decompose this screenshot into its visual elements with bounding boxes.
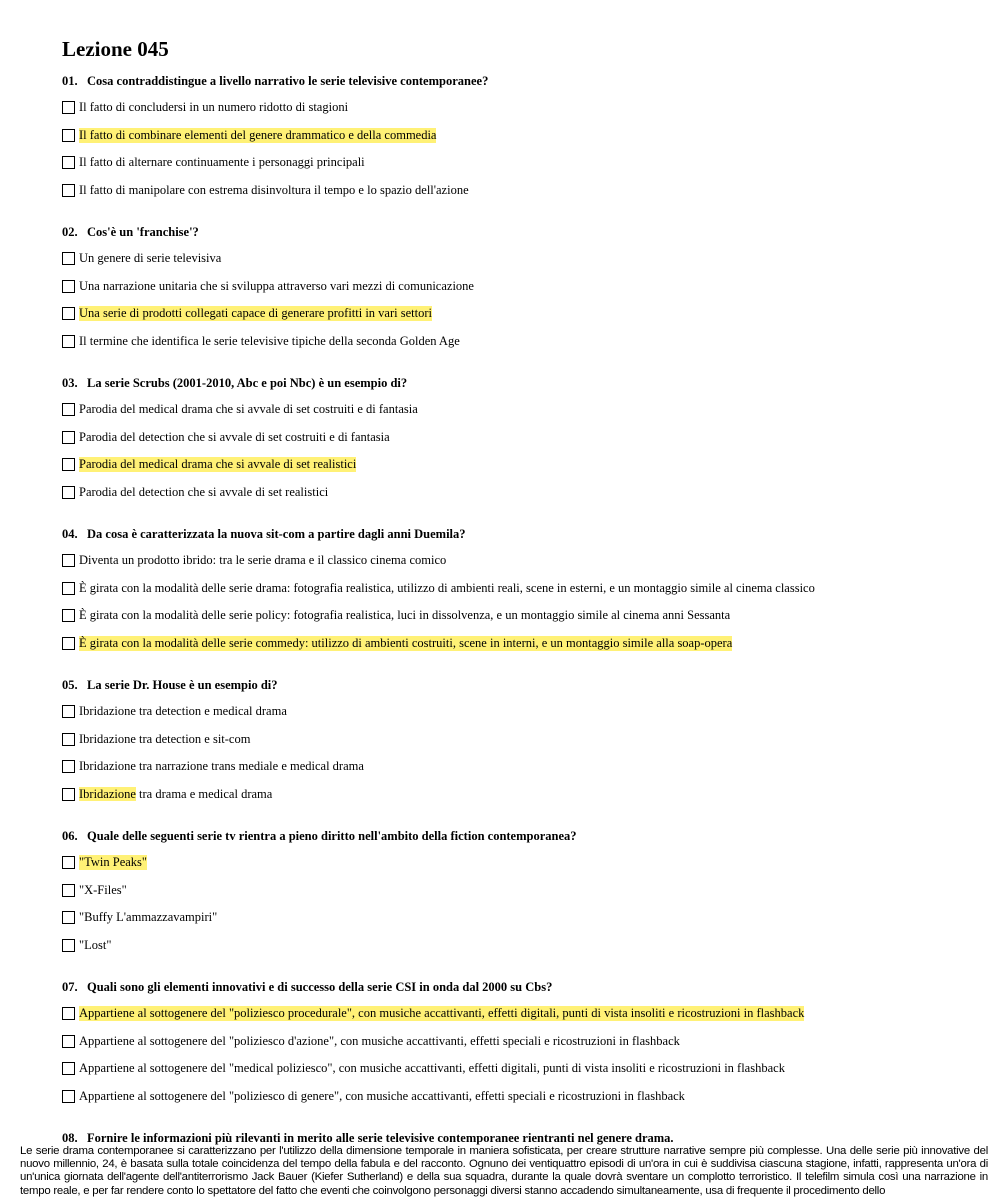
answer-checkbox[interactable] [62, 307, 75, 320]
answer-option[interactable] [62, 456, 356, 472]
answer-option[interactable] [62, 250, 221, 266]
answer-option-text: Un genere di serie televisiva [79, 250, 222, 265]
answer-option[interactable] [62, 1060, 785, 1076]
answer-option[interactable] [62, 99, 348, 115]
question-number: 05. [62, 678, 78, 692]
question-text: Da cosa è caratterizzata la nuova sit-com a partire dagli anni Duemila? [87, 527, 466, 541]
answer-option-text: Una serie di prodotti collegati capace di generare profitti in vari settori [79, 305, 432, 320]
answer-option-text: Appartiene al sottogenere del "poliziesco d'azione", con musiche accattivanti, effetti speciali e ricostruzioni in flashback [79, 1033, 680, 1048]
answer-checkbox[interactable] [62, 252, 75, 265]
answer-option-text: È girata con la modalità delle serie commedy: utilizzo di ambienti costruiti, scene in interni, e un montaggio simile alla soap-opera [79, 635, 733, 650]
answer-checkbox[interactable] [62, 184, 75, 197]
answer-option[interactable] [62, 909, 217, 925]
question-4 [62, 526, 466, 542]
question-number: 07. [62, 980, 78, 994]
question-number: 01. [62, 74, 78, 88]
question-1 [62, 73, 488, 89]
answer-option-text: "Buffy L'ammazzavampiri" [79, 909, 218, 924]
answer-option-text: Ibridazione tra drama e medical drama [79, 786, 273, 801]
answer-option[interactable] [62, 333, 460, 349]
answer-checkbox[interactable] [62, 156, 75, 169]
question-3 [62, 375, 407, 391]
answer-option-text: Appartiene al sottogenere del "poliziesco procedurale", con musiche accattivanti, effetti digitali, punti di vista insoliti e ricostruzioni in flashback [79, 1005, 805, 1020]
answer-option-text: Ibridazione tra narrazione trans mediale e medical drama [79, 758, 364, 773]
answer-option[interactable] [62, 552, 446, 568]
answer-option-text: Il fatto di concludersi in un numero ridotto di stagioni [79, 99, 349, 114]
answer-option-text: Il fatto di alternare continuamente i personaggi principali [79, 154, 365, 169]
question-text: Cos'è un 'franchise'? [87, 225, 199, 239]
answer-option-text: Il fatto di combinare elementi del genere drammatico e della commedia [79, 127, 437, 142]
answer-checkbox[interactable] [62, 1035, 75, 1048]
answer-checkbox[interactable] [62, 554, 75, 567]
answer-checkbox[interactable] [62, 609, 75, 622]
answer-option-text: Ibridazione tra detection e medical drama [79, 703, 287, 718]
answer-option[interactable] [62, 429, 390, 445]
answer-option-text: Parodia del medical drama che si avvale di set realistici [79, 456, 357, 471]
answer-checkbox[interactable] [62, 403, 75, 416]
question-text: Quali sono gli elementi innovativi e di successo della serie CSI in onda dal 2000 su Cbs? [87, 980, 553, 994]
answer-checkbox[interactable] [62, 458, 75, 471]
answer-checkbox[interactable] [62, 884, 75, 897]
question-6 [62, 828, 577, 844]
answer-option[interactable] [62, 786, 272, 802]
answer-checkbox[interactable] [62, 129, 75, 142]
question-text: Quale delle seguenti serie tv rientra a pieno diritto nell'ambito della fiction contemporanea? [87, 829, 577, 843]
answer-checkbox[interactable] [62, 1007, 75, 1020]
answer-option[interactable] [62, 703, 287, 719]
page-title: Lezione 045 [62, 37, 169, 61]
question-text: Fornire le informazioni più rilevanti in merito alle serie televisive contemporanee rientranti nel genere drama. [87, 1131, 674, 1145]
answer-option-text: Appartiene al sottogenere del "poliziesco di genere", con musiche accattivanti, effetti speciali e ricostruzioni in flashback [79, 1088, 685, 1103]
question-number: 08. [62, 1131, 78, 1145]
answer-checkbox[interactable] [62, 101, 75, 114]
question-text: La serie Scrubs (2001-2010, Abc e poi Nbc) è un esempio di? [87, 376, 408, 390]
question-text: La serie Dr. House è un esempio di? [87, 678, 278, 692]
answer-option[interactable] [62, 154, 365, 170]
answer-option-text: "Lost" [79, 937, 112, 952]
answer-checkbox[interactable] [62, 582, 75, 595]
question-2 [62, 224, 199, 240]
answer-option[interactable] [62, 882, 127, 898]
answer-option[interactable] [62, 607, 730, 623]
answer-option[interactable] [62, 401, 418, 417]
question-number: 03. [62, 376, 78, 390]
answer-text: Le serie drama contemporanee si caratterizzano per l'utilizzo della dimensione temporale in maniera sofisticata, per creare strutture narrative sempre più complesse. Una delle serie più innovative del nuovo millennio, 24, è basata sulla totale coincidenza del tempo della fabula e del racconto. Ognuno dei ventiquattro episodi di un'ora in cui è suddivisa ciascuna stagione, infatti, rappresenta un'ora di un'unica giornata dell'agente dell'antiterrorismo Jack Bauer (Kiefer Sutherland) e della sua squadra, durante la quale dovrà sventare un complotto terroristico. Il telefilm simula così una narrazione in tempo reale, e per far rendere conto lo spettatore del fatto che eventi che coinvolgono personaggi diversi stanno accadendo simultaneamente, usa di frequente il procedimento dello [20, 1145, 988, 1197]
answer-option[interactable] [62, 731, 250, 747]
answer-checkbox[interactable] [62, 705, 75, 718]
question-7 [62, 979, 552, 995]
answer-option[interactable] [62, 182, 469, 198]
answer-option[interactable] [62, 127, 436, 143]
answer-checkbox[interactable] [62, 856, 75, 869]
answer-option-text: Parodia del detection che si avvale di set costruiti e di fantasia [79, 429, 390, 444]
answer-option[interactable] [62, 1033, 680, 1049]
answer-checkbox[interactable] [62, 280, 75, 293]
question-number: 02. [62, 225, 78, 239]
question-8 [62, 1130, 674, 1146]
answer-option-text: Il termine che identifica le serie televisive tipiche della seconda Golden Age [79, 333, 460, 348]
answer-checkbox[interactable] [62, 637, 75, 650]
answer-option-text: È girata con la modalità delle serie drama: fotografia realistica, utilizzo di ambienti reali, scene in esterni, e un montaggio simile al cinema classico [79, 580, 815, 595]
answer-checkbox[interactable] [62, 1090, 75, 1103]
highlighted-word: Ibridazione [79, 786, 136, 801]
answer-option[interactable] [62, 278, 474, 294]
answer-option[interactable] [62, 1088, 685, 1104]
answer-checkbox[interactable] [62, 939, 75, 952]
answer-checkbox[interactable] [62, 911, 75, 924]
answer-option-text: Appartiene al sottogenere del "medical poliziesco", con musiche accattivanti, effetti digitali, punti di vista insoliti e ricostruzioni in flashback [79, 1060, 785, 1075]
answer-option[interactable] [62, 484, 328, 500]
answer-option[interactable] [62, 937, 111, 953]
answer-checkbox[interactable] [62, 335, 75, 348]
answer-checkbox[interactable] [62, 733, 75, 746]
answer-option[interactable] [62, 580, 815, 596]
answer-option-text: Parodia del detection che si avvale di set realistici [79, 484, 329, 499]
answer-option-text: Il fatto di manipolare con estrema disinvoltura il tempo e lo spazio dell'azione [79, 182, 469, 197]
answer-option[interactable] [62, 758, 364, 774]
answer-option[interactable] [62, 1005, 804, 1021]
answer-option[interactable] [62, 305, 432, 321]
answer-checkbox[interactable] [62, 1062, 75, 1075]
question-number: 06. [62, 829, 78, 843]
answer-option[interactable] [62, 854, 147, 870]
answer-checkbox[interactable] [62, 486, 75, 499]
answer-option-text: "Twin Peaks" [79, 854, 148, 869]
question-text: Cosa contraddistingue a livello narrativo le serie televisive contemporanee? [87, 74, 489, 88]
question-number: 04. [62, 527, 78, 541]
answer-option-text: Ibridazione tra detection e sit-com [79, 731, 251, 746]
answer-checkbox[interactable] [62, 431, 75, 444]
answer-option[interactable] [62, 635, 732, 651]
answer-option-text: Una narrazione unitaria che si sviluppa attraverso vari mezzi di comunicazione [79, 278, 474, 293]
answer-option-text: "X-Files" [79, 882, 127, 897]
answer-checkbox[interactable] [62, 760, 75, 773]
answer-option-text: Diventa un prodotto ibrido: tra le serie drama e il classico cinema comico [79, 552, 447, 567]
answer-option-text: Parodia del medical drama che si avvale di set costruiti e di fantasia [79, 401, 418, 416]
answer-option-text: È girata con la modalità delle serie policy: fotografia realistica, luci in dissolvenza, e un montaggio simile al cinema anni Sessanta [79, 607, 731, 622]
answer-checkbox[interactable] [62, 788, 75, 801]
question-5 [62, 677, 278, 693]
